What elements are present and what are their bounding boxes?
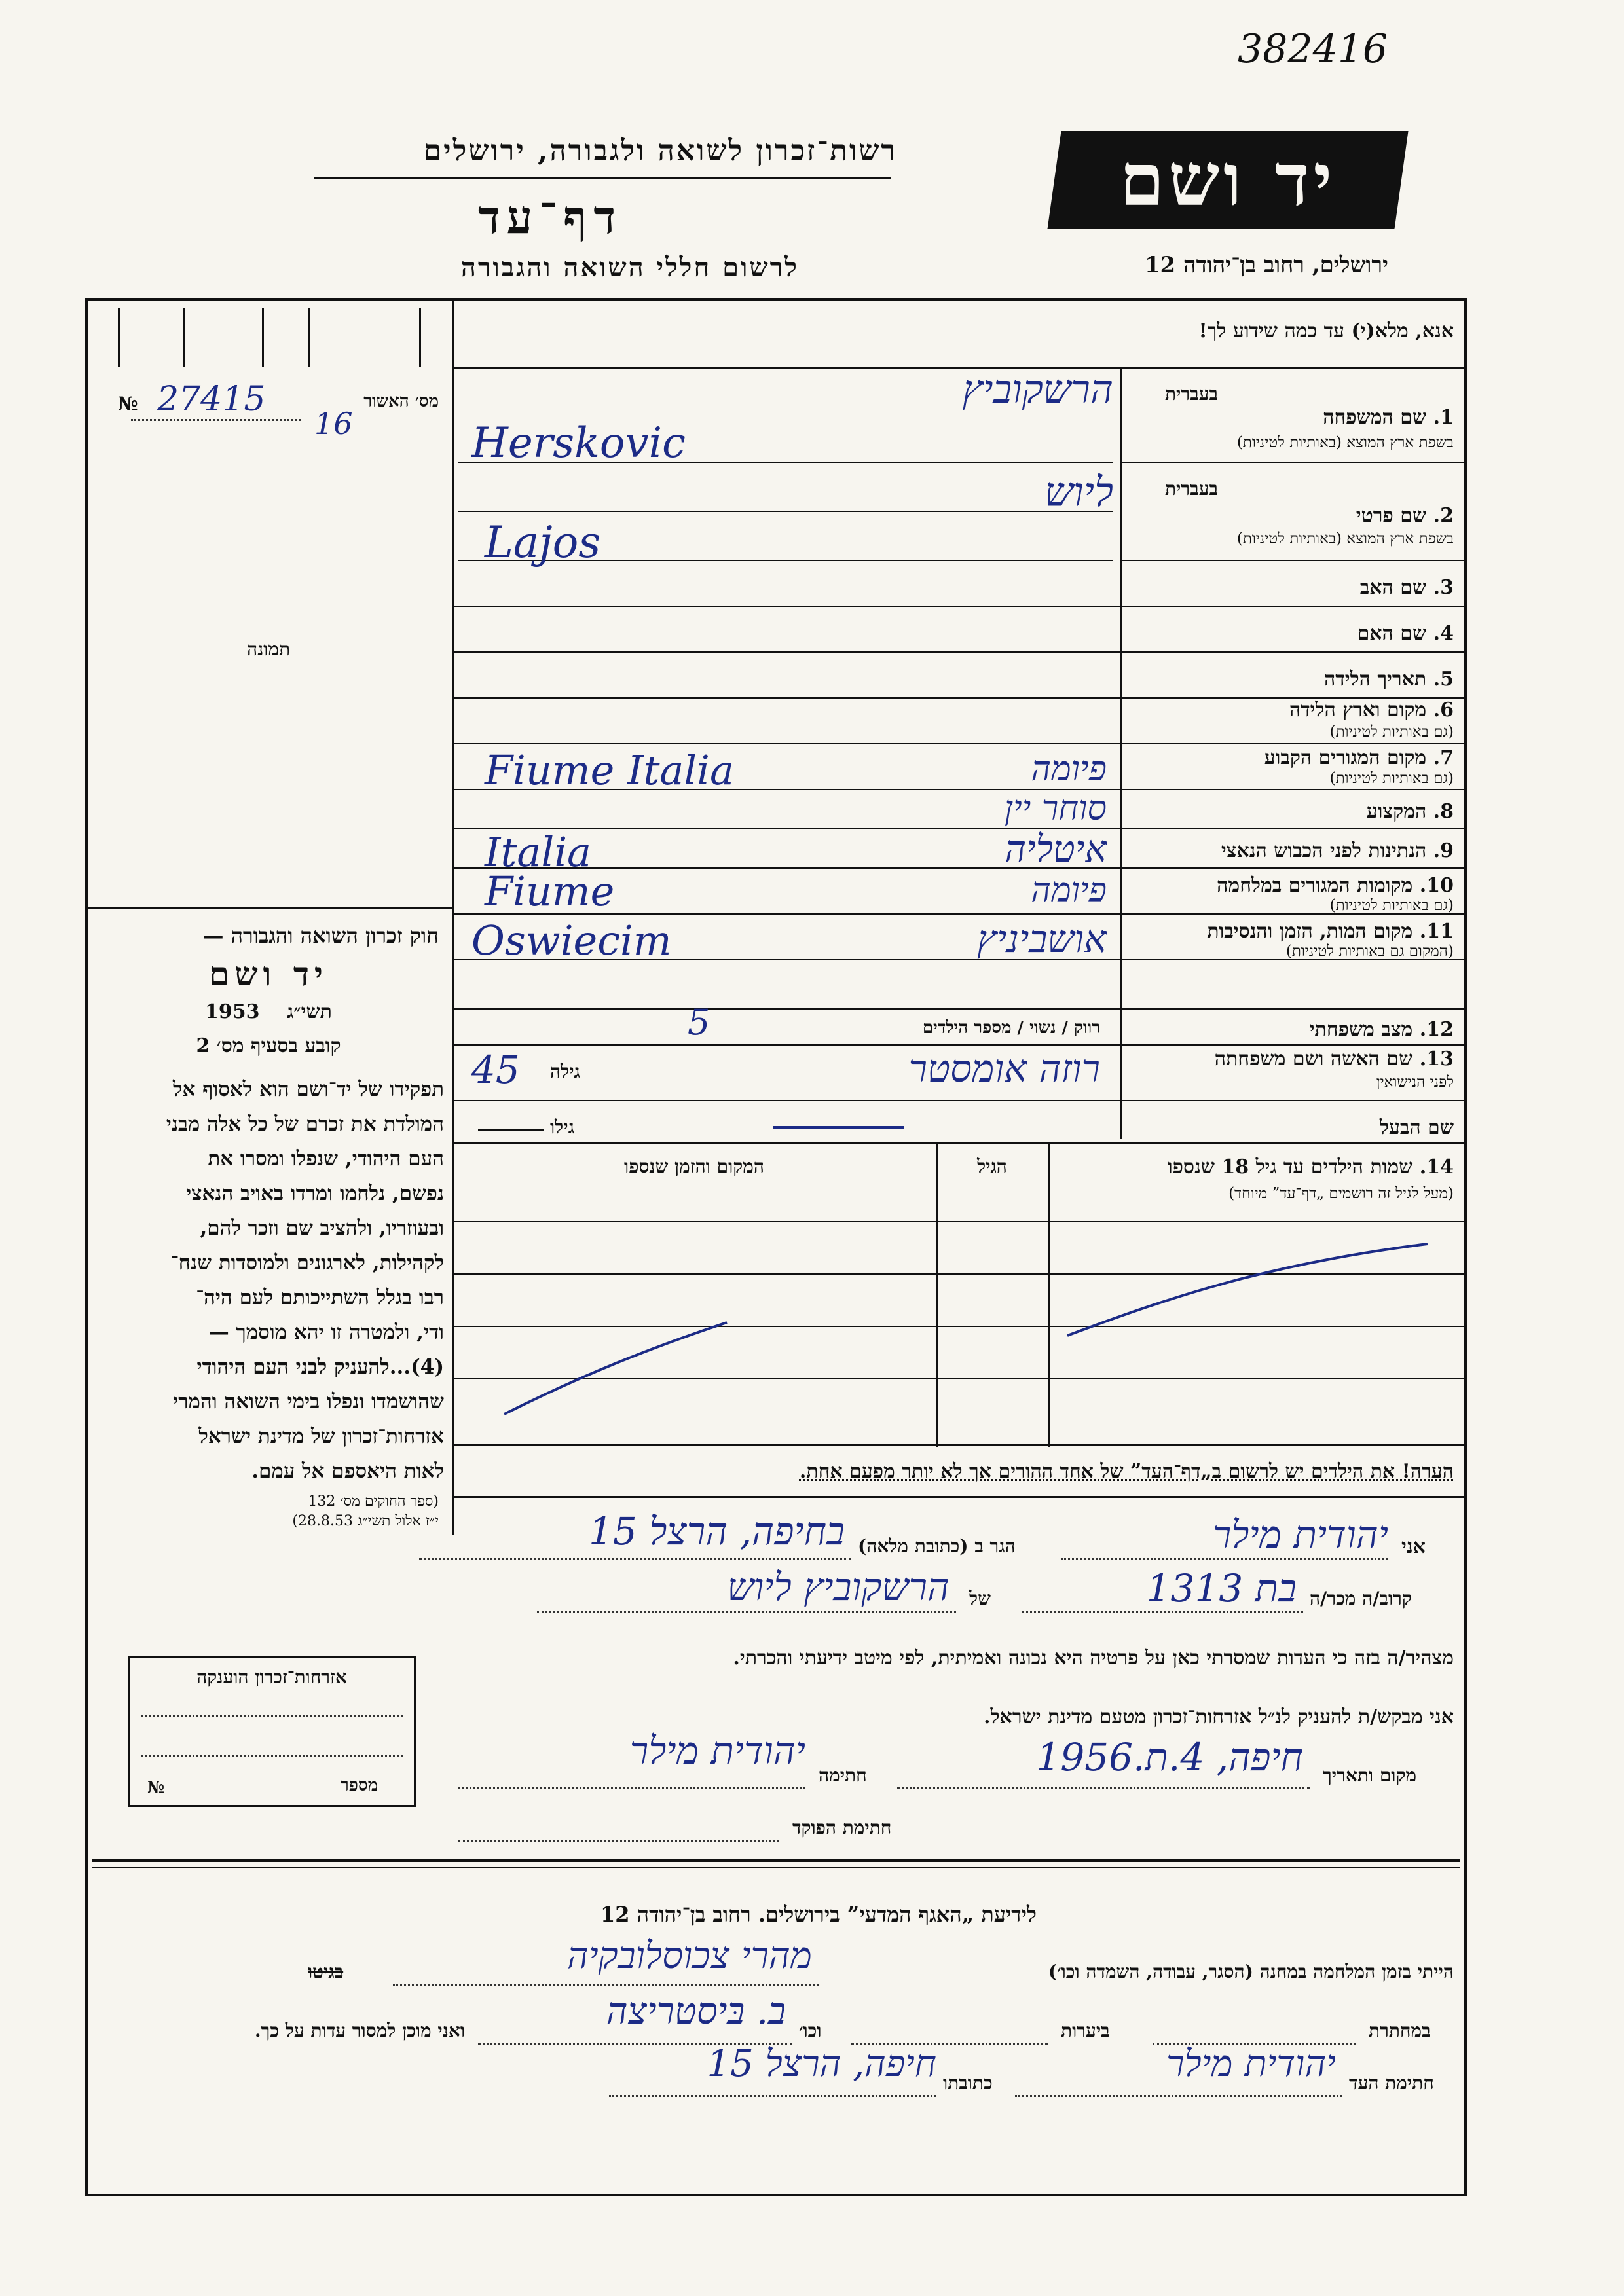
field-6-label <box>1133 699 1454 721</box>
intro-text: אנא, מלא(י) עד כמה שידוע לך! <box>1198 319 1454 342</box>
place-date-value: חיפה, 4.ת.1956 <box>1036 1735 1303 1779</box>
field-12-name: מצב משפחתי <box>1309 1018 1413 1041</box>
bottom-line1-value: מהרי צכוסלובקיה <box>567 1935 812 1977</box>
declaration-text: מצהיר/ה בזה כי העדות שמסרתי כאן על פרטיה היא נכונה ואמיתית, לפי מיטב ידיעתי והכרתי. <box>733 1647 1454 1669</box>
law-line: לאות היאספם אל עמם. <box>251 1459 444 1483</box>
field-3-number: 3. <box>1433 576 1454 599</box>
field-10-name: מקומות המגורים במלחמה <box>1217 874 1413 897</box>
field-1-latin-value: Herskovic <box>471 419 686 467</box>
relation-label: קרוב/ה מכר/ה <box>1310 1588 1412 1609</box>
field-3-label <box>1133 576 1454 599</box>
law-year-heb: תשי״ג <box>287 1000 332 1023</box>
field-9-heb-value: איטליה <box>1005 828 1107 871</box>
remark: הערה! את הילדים יש לרשום ב„דף־העד” של אחד ההורים אך לא יותר מפעם אחת. <box>799 1460 1454 1483</box>
reg-label: מס׳ האשור <box>363 392 439 411</box>
bottom-line2-label1: במחתרת <box>1369 2020 1431 2041</box>
children-col-age: הגיל <box>977 1156 1007 1177</box>
field-2-name: שם פרטי <box>1356 504 1427 527</box>
field-9-latin-value: Italia <box>485 828 591 876</box>
law-line: נפשם, נלחמו ומרדו באויב הנאצי <box>186 1182 444 1205</box>
husband-value-dash <box>773 1126 904 1129</box>
field-11-heb-value: אושביניץ <box>976 917 1107 961</box>
declarant-lives-label: הגר ב (כתובת מלאה) <box>858 1535 1016 1557</box>
law-logo: יד ושם <box>209 955 328 993</box>
law-line: ובעוזריו, ולהציב שם וזכר להם, <box>200 1216 444 1240</box>
children-note: (מעל לגיל זה רושמים „דף־עד” מיוחד) <box>1228 1185 1454 1202</box>
field-2-latin-label: בשפת ארץ המוצא (באותיות לטיניות) <box>1236 530 1454 547</box>
place-date-label: מקום ותאריך <box>1323 1764 1417 1786</box>
law-source: (ספר החוקים מס׳ 132 <box>308 1493 439 1510</box>
law-text <box>97 1072 444 1489</box>
signature-value: יהודית מילר <box>629 1728 805 1773</box>
law-line: תפקידו של יד־ושם הוא לאסוף אל <box>173 1078 444 1101</box>
field-11-name: מקום המות, הזמן והנסיבות <box>1207 920 1413 943</box>
of-label: של <box>969 1588 991 1609</box>
logo-text: יד ושם <box>1119 137 1337 222</box>
yad-vashem-logo <box>1047 131 1408 229</box>
children-col-place: המקום והזמן שנספו <box>624 1156 764 1177</box>
bottom-line3-value: יהודית מילר <box>1166 2043 1336 2085</box>
field-7-heb-value: פיומה <box>1031 750 1107 789</box>
reg-no-symbol: № <box>118 393 138 414</box>
field-2-label <box>1205 504 1454 527</box>
field-11-sublabel: (המקום גם באותיות לטיניות) <box>1285 943 1454 960</box>
field-7-sublabel: (גם באותיות לטיניות) <box>1329 770 1454 787</box>
field-10-heb-value: פיומה <box>1031 871 1107 910</box>
law-line: העם היהודי, שנפלו ומסרו את <box>208 1147 444 1171</box>
field-11-label <box>1126 920 1454 943</box>
field-13-age: 45 <box>471 1048 520 1092</box>
officer-label: חתימת הפוקד <box>792 1817 892 1838</box>
field-13-label <box>1126 1048 1454 1070</box>
children-number: 14. <box>1419 1156 1454 1178</box>
field-2-heb-label: בעברית <box>1164 478 1218 500</box>
field-4-label <box>1133 622 1454 645</box>
field-4-name: שם האם <box>1357 622 1427 645</box>
field-12-options: רווק / נשוי / מספר הילדים <box>922 1018 1100 1038</box>
field-8-value: סוחר יין <box>1004 789 1107 828</box>
husband-label: שם הבעל <box>1379 1116 1454 1139</box>
field-5-label <box>1133 668 1454 691</box>
citizenship-title: אזרחות־זכרון הוענקה <box>196 1666 347 1688</box>
field-6-name: מקום וארץ הלידה <box>1289 699 1427 721</box>
citizenship-number-label: מספר <box>341 1776 378 1795</box>
field-13-age-label: גילה <box>550 1061 580 1082</box>
document-number: 382416 <box>1238 26 1388 72</box>
bottom-line2-label2: ביערות <box>1061 2020 1110 2041</box>
declarant-address: בחיפה, הרצל 15 <box>589 1509 845 1554</box>
law-line: אזרחות־זכרון של מדינת ישראל <box>198 1425 444 1448</box>
law-clause: קובע בסעיף מס׳ 2 <box>196 1034 341 1057</box>
law-line: המולדת את זכרם של כל אלה מבני <box>166 1112 444 1136</box>
field-6-number: 6. <box>1433 699 1454 721</box>
field-5-name: תאריך הלידה <box>1324 668 1427 691</box>
bottom-line2-label3: וכו׳ <box>799 2020 822 2041</box>
bottom-line2-tail: ואני מוכן למסור עדות על כך. <box>254 2020 465 2041</box>
field-2-latin-value: Lajos <box>485 517 601 568</box>
field-7-number: 7. <box>1433 746 1454 769</box>
law-line: לקהילות, לארגונים ולמוסדות שנח־ <box>170 1251 444 1275</box>
signature-label: חתימה <box>819 1764 867 1786</box>
field-1-heb-label: בעברית <box>1164 383 1218 405</box>
field-3-name: שם האב <box>1359 576 1427 599</box>
field-11-number: 11. <box>1419 920 1454 943</box>
label-column-divider <box>1120 367 1122 1139</box>
photo-label: תמונה <box>246 638 291 660</box>
form-title: דף־עד <box>477 190 622 244</box>
field-13-number: 13. <box>1419 1048 1454 1070</box>
field-1-latin-label: בשפת ארץ המוצא (באותיות לטיניות) <box>1236 434 1454 451</box>
photo-divider <box>85 907 452 909</box>
declarant-i-label: אני <box>1401 1535 1426 1558</box>
field-7-label <box>1133 746 1454 769</box>
bottom-divider <box>92 1859 1460 1862</box>
field-13-sublabel: לפני הנישואין <box>1376 1074 1454 1091</box>
field-6-sublabel: (גם באותיות לטיניות) <box>1329 723 1454 740</box>
field-10-number: 10. <box>1419 874 1454 897</box>
bottom-title: לידיעת „האגף המדעי” בירושלים. רחוב בן־יהודה 12 <box>600 1902 1037 1927</box>
bottom-line3-address-label: כתובתו <box>943 2072 993 2094</box>
field-12-label <box>1126 1018 1454 1041</box>
law-year-num: 1953 <box>205 1000 260 1023</box>
relation-value: בת 1313 <box>1146 1566 1297 1611</box>
law-line: ודי, ולמטרה זו יהא מוסמך — <box>208 1321 444 1344</box>
field-1-number: 1. <box>1433 406 1454 429</box>
field-4-number: 4. <box>1433 622 1454 645</box>
field-7-latin-value: Fiume Italia <box>485 746 734 794</box>
husband-dash <box>478 1129 544 1131</box>
field-8-number: 8. <box>1433 800 1454 823</box>
field-10-label <box>1126 874 1454 897</box>
law-source-date: י״ז אלול תשי״ג 28.8.53) <box>292 1513 439 1529</box>
bottom-line2-value: ב. בּיסטריצה <box>606 1990 786 2033</box>
field-12-children: 5 <box>688 1002 710 1043</box>
field-2-heb-value: ליוש <box>1044 468 1113 516</box>
law-line: שהושמדו ונפלו בימי השואה והמרי <box>173 1390 444 1413</box>
header-address: ירושלים, רחוב בן־יהודה 12 <box>1144 252 1388 278</box>
husband-age-label: גילו <box>550 1116 574 1138</box>
law-year <box>98 1000 439 1023</box>
law-title: חוק זכרון השואה והגבורה — <box>202 923 439 948</box>
law-line: רבו בגלל השתייכותם לעם היה־ <box>196 1286 444 1309</box>
bottom-line1-tail: בגיטו <box>308 1961 344 1982</box>
field-9-number: 9. <box>1433 839 1454 862</box>
citizenship-number-symbol: № <box>147 1777 165 1796</box>
bottom-line1-label: הייתי בזמן המלחמה במחנה (הסגר, עבודה, השמדה וכו׳) <box>1048 1961 1454 1982</box>
field-10-sublabel: (גם באותיות לטיניות) <box>1329 897 1454 914</box>
field-2-number: 2. <box>1433 504 1454 527</box>
field-12-number: 12. <box>1419 1018 1454 1041</box>
field-9-label <box>1126 839 1454 862</box>
bottom-line3-address: חיפה, הרצל 15 <box>707 2043 936 2085</box>
field-11-latin-value: Oswiecim <box>471 917 672 964</box>
field-7-name: מקום המגורים הקבוע <box>1264 746 1427 769</box>
field-9-name: הנתינות לפני הכבוש הנאצי <box>1221 839 1427 862</box>
request-text: אני מבקש/ת להעניק לנ״ל אזרחות־זכרון מטעם מדינת ישראל. <box>984 1705 1454 1728</box>
field-13-value: רוזה אומסטר <box>908 1046 1100 1091</box>
declarant-name: יהודית מילר <box>1212 1512 1388 1557</box>
law-line: (4)...להעניק לבני העם היהודי <box>196 1355 444 1379</box>
children-strike-lines <box>452 1224 1467 1447</box>
field-13-name: שם האשה ושם משפחתה <box>1214 1048 1413 1070</box>
form-subtitle: לרשום חללי השואה והגבורה <box>460 252 799 283</box>
field-10-latin-value: Fiume <box>485 867 615 915</box>
authority-title: רשות־זכרון לשואה ולגבורה, ירושלים <box>423 134 897 168</box>
children-title <box>1061 1156 1454 1178</box>
authority-underline <box>314 177 891 179</box>
reg-suffix: 16 <box>314 406 353 441</box>
of-name: הרשקוביץ ליוש <box>727 1565 950 1609</box>
bottom-line3-label: חתימת העד <box>1349 2072 1434 2094</box>
field-8-label <box>1133 800 1454 823</box>
reg-number: 27415 <box>157 380 266 419</box>
children-title-text: שמות הילדים עד גיל 18 שנספו <box>1167 1156 1413 1178</box>
field-1-heb-value: הרשקוביץ <box>962 367 1113 412</box>
field-5-number: 5. <box>1433 668 1454 691</box>
field-1-label <box>1205 406 1454 429</box>
field-8-name: המקצוע <box>1366 800 1427 823</box>
field-1-name: שם המשפחה <box>1323 406 1427 429</box>
